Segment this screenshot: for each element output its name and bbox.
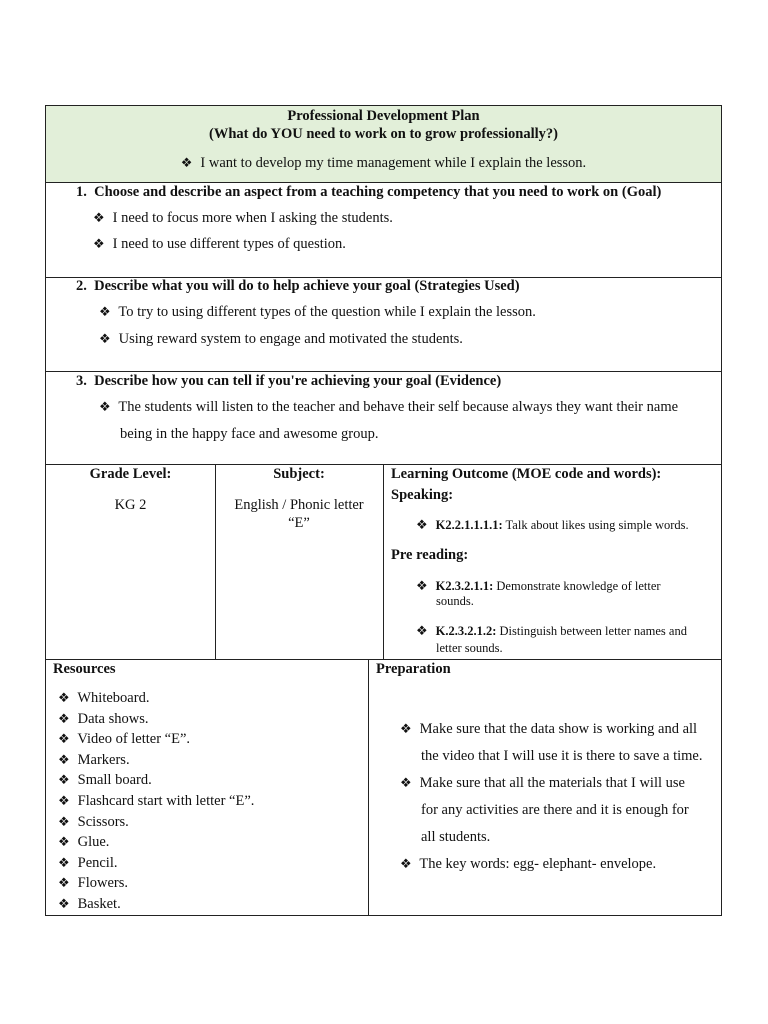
- evidence-item: ❖ The students will listen to the teacher and behave their self because always they want their name: [99, 399, 679, 415]
- preparation-item: ❖ Make sure that the data show is working and all: [400, 721, 698, 737]
- diamond-bullet-icon: ❖: [416, 623, 428, 638]
- plan-subtitle: (What do YOU need to work on to grow professionally?): [209, 126, 558, 142]
- preparation-item-cont: all students.: [421, 829, 491, 845]
- pre-reading-label: Pre reading:: [391, 547, 469, 563]
- resource-item: ❖ Data shows.: [58, 709, 254, 730]
- diamond-bullet-icon: ❖: [58, 710, 70, 726]
- resources-list: [58, 688, 254, 915]
- resource-item: ❖ Pencil.: [58, 853, 254, 874]
- resource-item: ❖ Whiteboard.: [58, 688, 254, 709]
- preparation-item: ❖ The key words: egg- elephant- envelope.: [400, 856, 657, 872]
- diamond-bullet-icon: ❖: [58, 731, 70, 747]
- resource-item: ❖ Glue.: [58, 832, 254, 853]
- diamond-bullet-icon: ❖: [58, 772, 70, 788]
- grade-level-value: KG 2: [114, 497, 147, 513]
- diamond-bullet-icon: ❖: [180, 155, 193, 170]
- resource-item: ❖ Flashcard start with letter “E”.: [58, 791, 254, 812]
- plan-title: Professional Development Plan: [287, 108, 480, 124]
- diamond-bullet-icon: ❖: [99, 331, 111, 346]
- resource-item: ❖ Markers.: [58, 750, 254, 771]
- pre-reading-outcome-1: ❖ K2.3.2.1.1: Demonstrate knowledge of letter: [416, 578, 661, 593]
- pre-reading-outcome-1-cont: sounds.: [436, 594, 474, 608]
- resource-item: ❖ Video of letter “E”.: [58, 729, 254, 750]
- strategy-item: ❖ To try to using different types of the question while I explain the lesson.: [99, 304, 536, 320]
- diamond-bullet-icon: ❖: [58, 813, 70, 829]
- speaking-label: Speaking:: [391, 487, 454, 503]
- diamond-bullet-icon: ❖: [58, 854, 70, 870]
- pre-reading-outcome-2-cont: letter sounds.: [436, 641, 503, 655]
- preparation-item: ❖ Make sure that all the materials that I will use: [400, 775, 685, 791]
- resources-label: Resources: [53, 661, 116, 677]
- diamond-bullet-icon: ❖: [58, 792, 70, 808]
- preparation-label: Preparation: [376, 661, 451, 677]
- diamond-bullet-icon: ❖: [99, 399, 111, 414]
- goal-item: ❖ I need to focus more when I asking the students.: [93, 210, 393, 226]
- plan-statement: ❖ I want to develop my time management while I explain the lesson.: [180, 155, 587, 171]
- preparation-item-cont: the video that I will use it is there to save a time.: [421, 748, 703, 764]
- development-plan-table: [45, 105, 722, 916]
- diamond-bullet-icon: ❖: [400, 775, 412, 790]
- diamond-bullet-icon: ❖: [93, 210, 105, 225]
- diamond-bullet-icon: ❖: [400, 856, 412, 871]
- speaking-outcome: ❖ K2.2.1.1.1.1: Talk about likes using simple words.: [416, 517, 689, 532]
- resource-item: ❖ Scissors.: [58, 812, 254, 833]
- resource-item: ❖ Flowers.: [58, 873, 254, 894]
- preparation-item-cont: for any activities are there and it is enough for: [421, 802, 689, 818]
- diamond-bullet-icon: ❖: [58, 690, 70, 705]
- goal-section-title: 1. Choose and describe an aspect from a teaching competency that you need to work on (Goal): [76, 184, 662, 200]
- pre-reading-outcome-2: ❖ K.2.3.2.1.2: Distinguish between letter names and: [416, 623, 687, 638]
- subject-value-line1: English / Phonic letter: [234, 497, 364, 513]
- plan-header: [46, 106, 721, 182]
- diamond-bullet-icon: ❖: [58, 875, 70, 891]
- resource-item: ❖ Small board.: [58, 770, 254, 791]
- diamond-bullet-icon: ❖: [416, 578, 428, 593]
- resource-item: ❖ Basket.: [58, 894, 254, 915]
- diamond-bullet-icon: ❖: [58, 834, 70, 850]
- strategy-item: ❖ Using reward system to engage and motivated the students.: [99, 331, 463, 347]
- learning-outcome-label: Learning Outcome (MOE code and words):: [391, 466, 662, 482]
- diamond-bullet-icon: ❖: [400, 721, 412, 736]
- evidence-continuation: being in the happy face and awesome group.: [120, 426, 379, 442]
- goal-item: ❖ I need to use different types of question.: [93, 236, 346, 252]
- subject-value-line2: “E”: [288, 515, 310, 531]
- diamond-bullet-icon: ❖: [99, 304, 111, 319]
- diamond-bullet-icon: ❖: [58, 895, 70, 911]
- grade-level-label: Grade Level:: [89, 466, 172, 482]
- diamond-bullet-icon: ❖: [58, 751, 70, 767]
- diamond-bullet-icon: ❖: [416, 517, 428, 532]
- diamond-bullet-icon: ❖: [93, 236, 105, 251]
- evidence-section-title: 3. Describe how you can tell if you're achieving your goal (Evidence): [76, 373, 502, 389]
- subject-label: Subject:: [273, 466, 325, 482]
- strategies-section-title: 2. Describe what you will do to help achieve your goal (Strategies Used): [76, 278, 520, 294]
